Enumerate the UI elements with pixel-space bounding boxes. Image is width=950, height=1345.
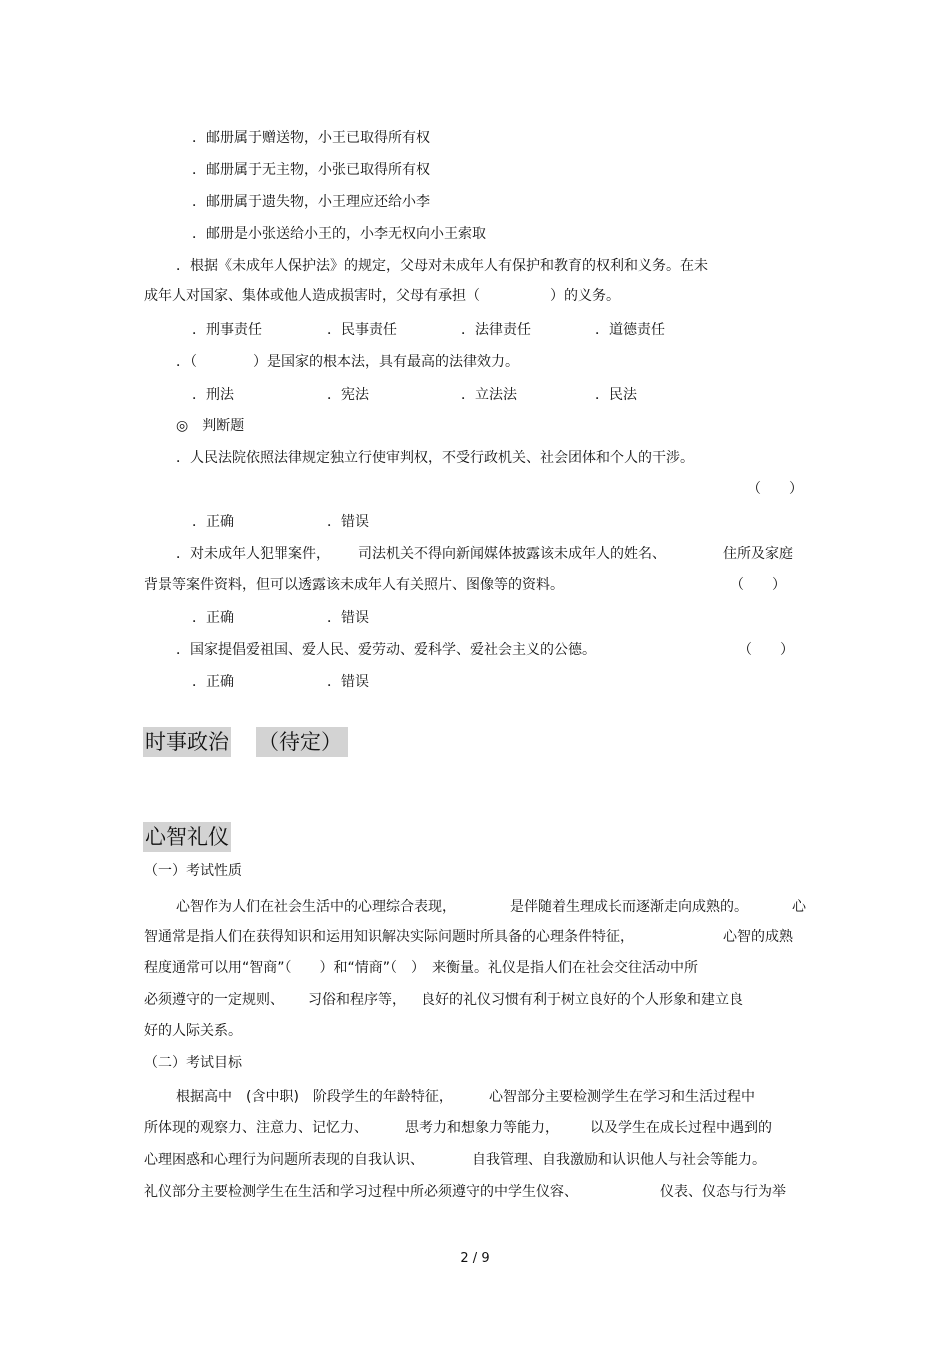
- answer-parenthesis: （ ）: [730, 577, 786, 593]
- option-correct: ．正确: [192, 674, 234, 690]
- question-text: ．对未成年人犯罪案件，: [176, 546, 330, 562]
- question-text: ．人民法院依照法律规定独立行使审判权，不受行政机关、社会团体和个人的干涉。: [176, 450, 694, 466]
- option-d: ．道德责任: [595, 322, 665, 338]
- paragraph-text: 思考力和想象力等能力，: [405, 1120, 559, 1136]
- paragraph-text: 以及学生在成长过程中遇到的: [590, 1120, 772, 1136]
- paragraph-text: 心智的成熟: [723, 929, 793, 945]
- judgement-section-title: ◎ 判断题: [176, 418, 245, 434]
- section-note-pending: （待定）: [256, 727, 348, 757]
- question-text: 成年人对国家、集体或他人造成损害时，父母有承担（ ）的义务。: [144, 288, 620, 304]
- option-c: ．立法法: [461, 387, 517, 403]
- option-b: ．邮册属于无主物，小张已取得所有权: [192, 162, 430, 178]
- option-correct: ．正确: [192, 610, 234, 626]
- subsection-title: （一）考试性质: [144, 863, 242, 879]
- paragraph-text: 心智作为人们在社会生活中的心理综合表现，: [176, 899, 456, 915]
- option-wrong: ．错误: [327, 514, 369, 530]
- option-correct: ．正确: [192, 514, 234, 530]
- option-c: ．邮册属于遗失物，小王理应还给小李: [192, 194, 430, 210]
- paragraph-text: 心理困惑和心理行为问题所表现的自我认识、: [144, 1152, 424, 1168]
- section-title-mind-etiquette: 心智礼仪: [143, 822, 231, 852]
- option-b: ．民事责任: [327, 322, 397, 338]
- page-number: 2 / 9: [460, 1251, 490, 1266]
- subsection-title: （二）考试目标: [144, 1055, 242, 1071]
- question-text: ．国家提倡爱祖国、爱人民、爱劳动、爱科学、爱社会主义的公德。: [176, 642, 596, 658]
- paragraph-text: 是伴随着生理成长而逐渐走向成熟的。: [510, 899, 748, 915]
- question-text: ．根据《未成年人保护法》的规定，父母对未成年人有保护和教育的权利和义务。在未: [176, 258, 708, 274]
- answer-parenthesis: （ ）: [747, 481, 803, 497]
- paragraph-text: 程度通常可以用“智商”（ ）和“情商”（ ） 来衡量。礼仪是指人们在社会交往活动中所: [144, 960, 699, 976]
- option-wrong: ．错误: [327, 610, 369, 626]
- option-a: ．邮册属于赠送物，小王已取得所有权: [192, 130, 430, 146]
- option-c: ．法律责任: [461, 322, 531, 338]
- question-text: ．（ ）是国家的根本法，具有最高的法律效力。: [176, 354, 519, 370]
- paragraph-text: 仪表、仪态与行为举: [660, 1184, 786, 1200]
- paragraph-text: 所体现的观察力、注意力、记忆力、: [144, 1120, 368, 1136]
- paragraph-text: 智通常是指人们在获得知识和运用知识解决实际问题时所具备的心理条件特征，: [144, 929, 634, 945]
- paragraph-text: 心: [792, 899, 806, 915]
- option-wrong: ．错误: [327, 674, 369, 690]
- paragraph-text: 根据高中 (含中职) 阶段学生的年龄特征，: [176, 1089, 453, 1105]
- option-a: ．刑法: [192, 387, 234, 403]
- paragraph-text: 必须遵守的一定规则、: [144, 992, 284, 1008]
- question-text: 司法机关不得向新闻媒体披露该未成年人的姓名、: [358, 546, 666, 562]
- option-d: ．邮册是小张送给小王的，小李无权向小王索取: [192, 226, 486, 242]
- paragraph-text: 礼仪部分主要检测学生在生活和学习过程中所必须遵守的中学生仪容、: [144, 1184, 578, 1200]
- option-b: ．宪法: [327, 387, 369, 403]
- answer-parenthesis: （ ）: [738, 642, 794, 658]
- question-text: 住所及家庭: [723, 546, 793, 562]
- question-text: 背景等案件资料，但可以透露该未成年人有关照片、图像等的资料。: [144, 577, 564, 593]
- paragraph-text: 习俗和程序等，: [308, 992, 406, 1008]
- paragraph-text: 好的人际关系。: [144, 1023, 242, 1039]
- option-a: ．刑事责任: [192, 322, 262, 338]
- paragraph-text: 心智部分主要检测学生在学习和生活过程中: [489, 1089, 755, 1105]
- option-d: ．民法: [595, 387, 637, 403]
- section-title-politics: 时事政治: [143, 727, 231, 757]
- paragraph-text: 良好的礼仪习惯有利于树立良好的个人形象和建立良: [421, 992, 743, 1008]
- paragraph-text: 自我管理、自我激励和认识他人与社会等能力。: [472, 1152, 766, 1168]
